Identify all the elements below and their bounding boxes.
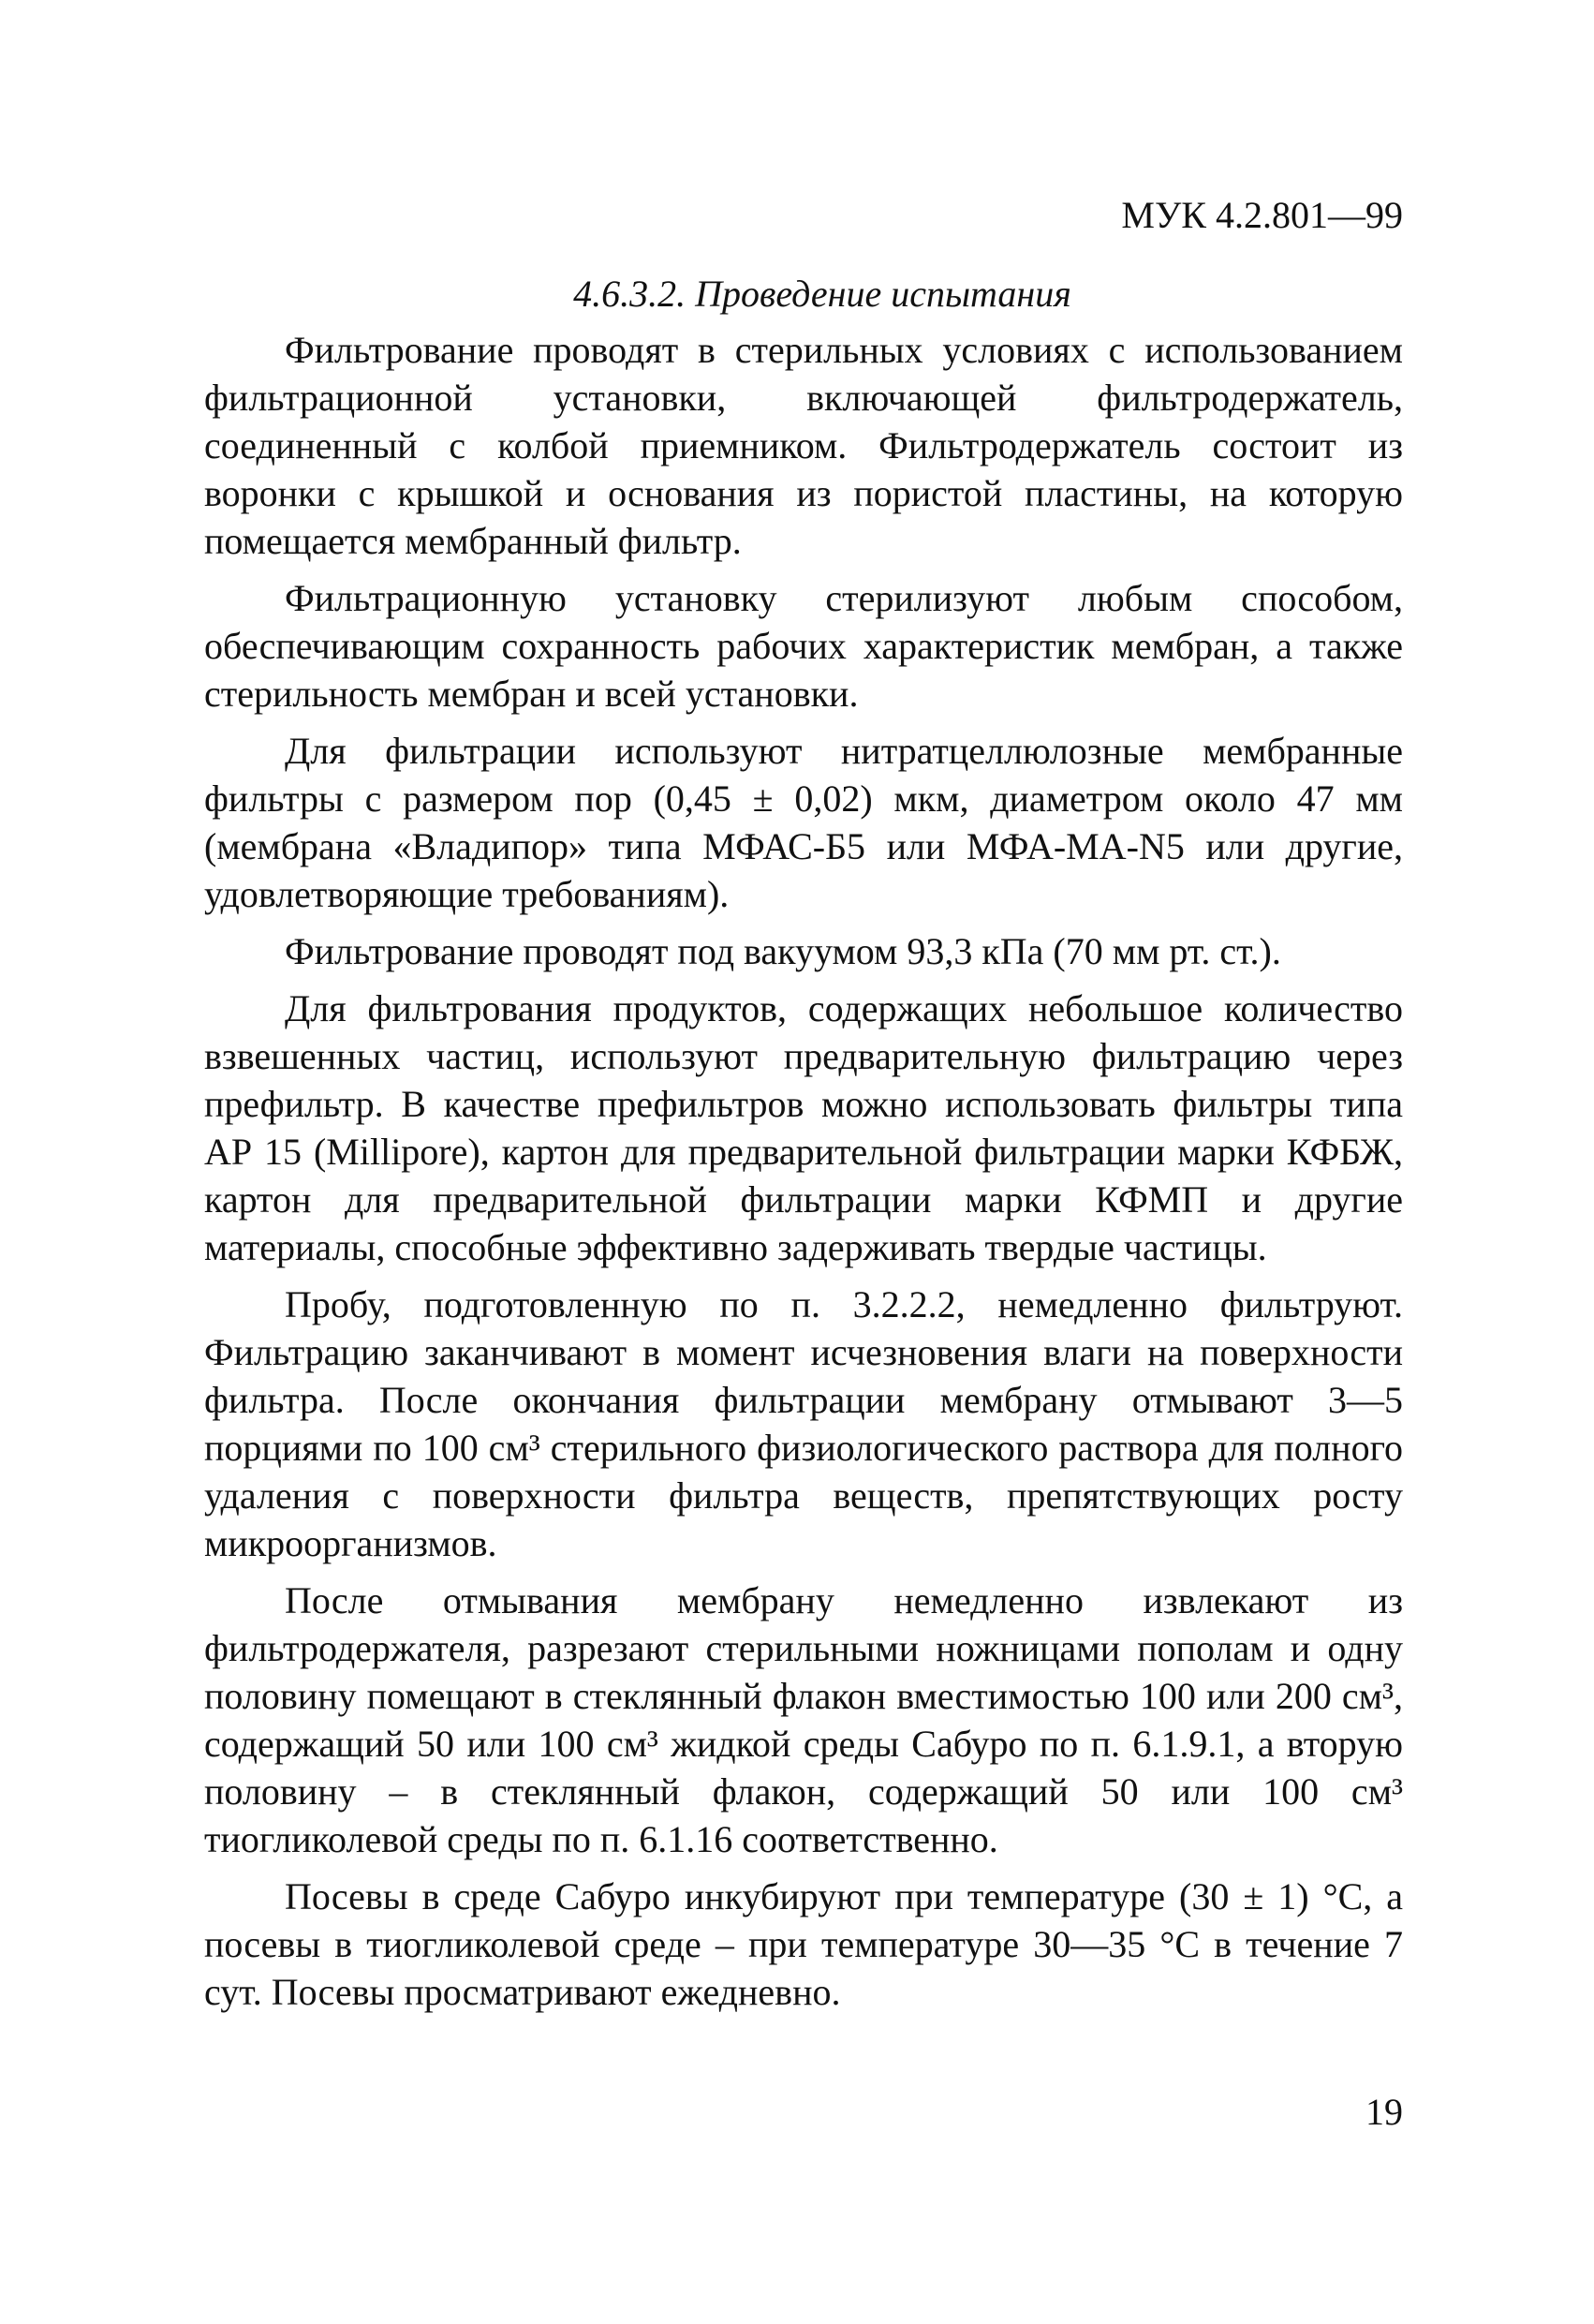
document-body: [204, 270, 1403, 2025]
paragraph-membrane-cutting: После отмывания мембрану немедленно извлекают из фильтродержателя, разрезают стерильными ножницами пополам и одну половину помещают в стеклянный флакон вместимостью 100 или 200 см³, содержащий 50 или 100 см³ жидкой среды Сабуро по п. 6.1.9.1, а вторую половину – в стеклянный флакон, содержащий 50 или 100 см³ тиогликолевой среды по п. 6.1.16 соответственно.: [204, 1579, 1403, 1860]
page-number: 19: [1365, 2091, 1403, 2133]
paragraph-filtration-setup: Фильтрование проводят в стерильных условиях с использованием фильтрационной установки, включающей фильтродержатель, соединенный с колбой приемником. Фильтродержатель состоит из воронки с крышкой и основания из пористой пластины, на которую помещается мембранный фильтр.: [204, 329, 1403, 562]
paragraph-membrane-filters: Для фильтрации используют нитратцеллюлозные мембранные фильтры с размером пор (0,45 ± 0,02) мкм, диаметром около 47 мм (мембрана «Владипор» типа МФАС-Б5 или МФА-МА-N5 или другие, удовлетворяющие требованиям).: [204, 730, 1403, 915]
paragraph-prefilter: Для фильтрования продуктов, содержащих небольшое количество взвешенных частиц, используют предварительную фильтрацию через префильтр. В качестве префильтров можно использовать фильтры типа АР 15 (Millipore), картон для предварительной фильтрации марки КФБЖ, картон для предварительной фильтрации марки КФМП и другие материалы, способные эффективно задерживать твердые частицы.: [204, 987, 1403, 1268]
paragraph-sample-filtration: Пробу, подготовленную по п. 3.2.2.2, немедленно фильтруют. Фильтрацию заканчивают в момент исчезновения влаги на поверхности фильтра. После окончания фильтрации мембрану отмывают 3—5 порциями по 100 см³ стерильного физиологического раствора для полного удаления с поверхности фильтра веществ, препятствующих росту микроорганизмов.: [204, 1283, 1403, 1564]
paragraph-sterilization: Фильтрационную установку стерилизуют любым способом, обеспечивающим сохранность рабочих характеристик мембран, а также стерильность мембран и всей установки.: [204, 577, 1403, 715]
document-code: МУК 4.2.801—99: [1121, 194, 1403, 236]
paragraph-vacuum: Фильтрование проводят под вакуумом 93,3 кПа (70 мм рт. ст.).: [285, 930, 1281, 972]
section-title: 4.6.3.2. Проведение испытания: [573, 273, 1071, 315]
paragraph-incubation: Посевы в среде Сабуро инкубируют при температуре (30 ± 1) °С, а посевы в тиогликолевой среде – при температуре 30—35 °С в течение 7 сут. Посевы просматривают ежедневно.: [204, 1875, 1403, 2013]
